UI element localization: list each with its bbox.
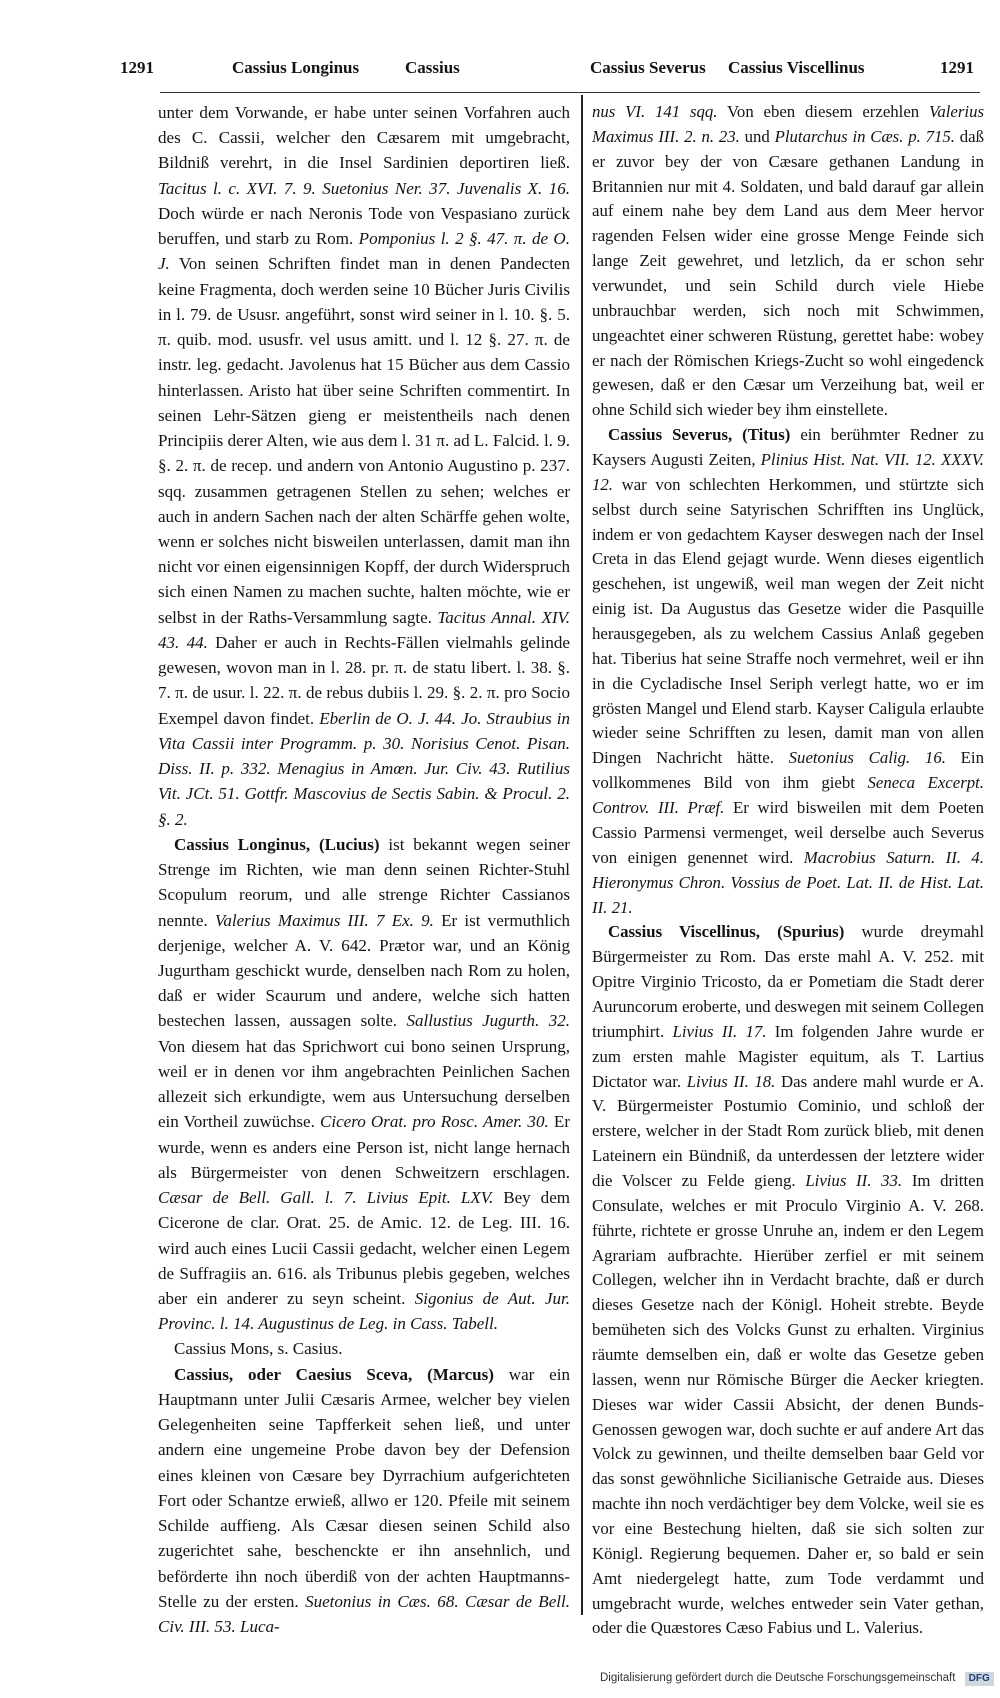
citation: Suetonius Calig. 16.	[788, 748, 946, 768]
body-text: war ein Hauptmann unter Julii Cæsaris Armee, welcher bey vielen Gelegenheiten seine Tapfferkeit sehen ließ, und unter andern eine ungemeine Probe davon bey der Defension eines kleinen von Cæsare bey Dyrrachium aufgerichteten Fort oder Schantze erwieß, allwo er 120. Pfeile mit seinem Schilde auffieng. Als Cæsar diesen seinen Schild also zugerichtet sahe, beschenckte er ihn ansehnlich, und beförderte ihn noch überdiß von der achten Hauptmanns-Stelle zu der ersten.	[158, 1364, 570, 1611]
body-text: war von schlechten Herkommen, und stürtzte sich selbst durch seine Satyrischen Schrifften ins Unglück, indem er von gedachtem Kayser deswegen nach der Insel Creta in das Elend gejagt wurde. Wenn dieses eigentlich geschehen, ist ungewiß, weil man wegen der Zeit nicht einig ist. Da Augustus das Gesetze wider die Pasquille herausgegeben, als zu welchem Cassius Anlaß gegeben hat. Tiberius hat seine Straffe noch vermehret, weil er ihn in die Cycladische Insel Seriph verlegt hatte, wo er im grösten Mangel und Elend starb. Kayser Caligula erlaubte wieder seine Schrifften zu lesen, damit man von allen Dingen Nachricht hätte.	[592, 474, 984, 768]
citation: Plutarchus in Cæs. p. 715.	[774, 126, 955, 146]
citation: Eberlin de O. J. 44. Jo. Straubius in Vita Cassii inter Programm. p. 30. Norisius Cenot. Pisan. Diss. II. p. 332. Menagius in Amœn. Jur. Civ. 43. Rutilius Vit. JCt. 51. Gottfr. Mascovius de Sectis Sabin. & Procul. 2. §. 2.	[158, 708, 570, 829]
column-divider	[581, 95, 583, 1615]
citation: Valerius Maximus III. 2. n. 23.	[592, 102, 984, 146]
body-text: Das andere mahl wurde er A. V. Bürgermeister Postumio Cominio, und schloß der erstere, welcher in der Stadt Rom zurück blieb, mit denen Lateinern ein Bündniß, da unterdessen der letztere wider die Volscer zu Felde gieng.	[592, 1071, 984, 1190]
entry-cassius-severus	[592, 423, 984, 920]
citation: Tacitus Annal. XIV. 43. 44.	[158, 607, 570, 652]
citation: Plinius Hist. Nat. VII. 12. XXXV. 12.	[592, 450, 984, 494]
continued-entry	[158, 100, 570, 832]
continued-entry	[592, 100, 984, 423]
body-text: Daher er auch in Rechts-Fällen vielmahls gelinde gewesen, wovon man in l. 28. pr. π. de statu libert. l. 38. §. 7. π. de usur. l. 22. π. de rebus dubiis l. 29. §. 2. π. pro Socio Exempel davon findet.	[158, 632, 570, 728]
body-text: Ein vollkommenes Bild von ihm giebt	[592, 748, 984, 793]
page-number-right: 1291	[940, 58, 974, 77]
citation: nus VI. 141 sqq.	[592, 102, 718, 121]
citation: Sallustius Jugurth. 32.	[406, 1011, 571, 1031]
dfg-logo: DFG	[965, 1672, 994, 1686]
entry-lemma: Cassius, oder Caesius Sceva, (Marcus)	[174, 1364, 494, 1384]
body-text: unter dem Vorwande, er habe unter seinen Vorfahren auch des C. Cassii, welcher den Cæsarem mit umgebracht, Bildniß verehrt, in die Insel Sardinien deportiren ließ.	[158, 103, 570, 173]
entry-cassius-sceva	[158, 1362, 570, 1640]
running-head-left	[120, 58, 565, 88]
digitization-footer	[600, 1672, 990, 1690]
body-text: ist bekannt wegen seiner Strenge im Richten, wie man denn seinen Richter-Stuhl Scopulum reorum, und alle strenge Richter Cassianos nennte.	[158, 834, 570, 930]
citation: Tacitus l. c. XVI. 7. 9. Suetonius Ner. 37. Juvenalis X. 16.	[158, 178, 570, 198]
citation: Sigonius de Aut. Jur. Provinc. l. 14. Augustinus de Leg. in Cass. Tabell.	[158, 1289, 570, 1334]
entry-lemma: Cassius Severus, (Titus)	[608, 425, 791, 445]
body-text: Er ist vermuthlich derjenige, welcher A. V. 642. Prætor war, und an König Jugurtham geschickt wurde, denselben nach Rom zu holen, daß er wider Scaurum und andere, welche sich hatten bestechen lassen, aussagen solte.	[158, 910, 570, 1031]
citation: Suetonius in Cæs. 68. Cæsar de Bell. Civ. III. 53. Luca-	[158, 1591, 570, 1637]
body-text: Von diesem hat das Sprichwort cui bono seinen Ursprung, weil er in denen vor ihm angebrachten Peinlichen Sachen allezeit sich erkundigte, wem aus Untersuchung derselben ein Vortheil zuwüchse.	[158, 1036, 570, 1132]
running-head-right	[590, 58, 985, 88]
cross-reference: Cassius Mons, s. Casius.	[174, 1339, 343, 1359]
body-text: Er wird bisweilen mit dem Poeten Cassio Parmensi vermenget, weil derselbe auch Severus von einigen genennet wird.	[592, 798, 984, 867]
body-text: wurde dreymahl Bürgermeister zu Rom. Das erste mahl A. V. 252. mit Opitre Virginio Tricosto, da er Pometiam die Stadt derer Auruncorum eroberte, und deswegen mit seinem Collegen triumphirt.	[592, 922, 984, 1041]
citation: Livius II. 17.	[672, 1021, 767, 1041]
citation: Livius II. 33.	[805, 1170, 903, 1190]
entry-cassius-longinus-lucius	[158, 832, 570, 1337]
citation: Seneca Excerpt. Controv. III. Præf.	[592, 773, 984, 818]
citation: Cæsar de Bell. Gall. l. 7. Livius Epit. LXV.	[158, 1188, 494, 1208]
headword-left-2: Cassius	[405, 58, 460, 77]
body-text: Von eben diesem erzehlen	[726, 102, 920, 121]
citation: Cicero Orat. pro Rosc. Amer. 30.	[320, 1112, 549, 1132]
body-text: Er wurde, wenn es anders eine Person ist, nicht lange hernach als Bürgermeister von denen Schweitzern erschlagen.	[158, 1112, 570, 1182]
right-column	[592, 100, 984, 1641]
body-text: Im dritten Consulate, welches er mit Proculo Virginio A. V. 268. führte, richtete er grosse Unruhe an, indem er den Legem Agrariam aufbrachte. Hierüber zerfiel er mit seinem Collegen, welcher ihn in Verdacht brachte, daß er durch dieses Gesetze nach der Königl. Hoheit strebte. Beyde bemüheten sich des Volcks Gunst zu erhalten. Virginius räumte demselben ein, daß er wolte das Gesetze geben lassen, wenn nur Römische Bürger die Aecker kriegten. Dieses war wider Cassii Absicht, der denen Bunds-Genossen gewogen war, doch suchte er auf andere Art das Volck zu gewinnen, und theilte demselben baar Geld vor das sonst gewöhnliche Sicilianische Getraide aus. Dieses machte ihn noch verdächtiger bey dem Volcke, weil sie es vor eine Bestechung hielten, daß sie sich solten zur Königl. Regierung bequemen. Daher er, so bald er sein Amt niedergelegt hatte, zum Tode verdammt und umgebracht wurde, welches entweder sein Vater gethan, oder die Quæstores Cæso Fabius und L. Valerius.	[592, 1170, 984, 1638]
left-column	[158, 100, 570, 1639]
header-rule	[160, 92, 980, 93]
body-text: Im folgenden Jahre wurde er zum ersten mahle Magister equitum, als T. Lartius Dictator war.	[592, 1021, 984, 1091]
headword-right-2: Cassius Viscellinus	[728, 58, 865, 77]
body-text: Von seinen Schriften findet man in denen Pandecten keine Fragmenta, doch werden seine 10 Bücher Juris Civilis in l. 79. de Ususr. angeführt, sonst wird seiner in l. 10. §. 5. π. quib. mod. ususfr. vel usus amitt. und l. 12 §. 27. π. de instr. leg. gedacht. Javolenus hat 15 Bücher aus dem Cassio hinterlassen. Aristo hat über seine Schriften commentirt. In seinen Lehr-Sätzen gieng er meistentheils nach denen Principiis derer Alten, wie aus dem l. 31 π. ad L. Falcid. l. 9. §. 2. π. de recep. und andern von Antonio Augustino p. 237. sqq. zusammen getragenen Stellen zu sehen; welches er auch in andern Sachen nach der alten Schärffe gehen wolte, wenn er solches nicht bisweilen unterlassen, damit man ihn nicht vor einen eigensinnigen Kopff, der durch Widerspruch sich einen Namen zu machen suchte, halten möchte, wie er selbst in der Raths-Versammlung sagte.	[158, 254, 570, 627]
footer-credit: Digitalisierung gefördert durch die Deutsche Forschungsgemeinschaft	[600, 1672, 956, 1684]
citation: Pomponius l. 2 §. 47. π. de O. J.	[158, 229, 570, 274]
headword-right-1: Cassius Severus	[590, 58, 706, 77]
headword-left-1: Cassius Longinus	[232, 58, 360, 77]
entry-cassius-mons	[158, 1336, 570, 1361]
entry-lemma: Cassius Longinus, (Lucius)	[174, 834, 380, 854]
page-number-left: 1291	[120, 58, 154, 77]
body-text: Bey dem Cicerone de clar. Orat. 25. de Amic. 12. de Leg. III. 16. wird auch eines Lucii Cassii gedacht, welcher einen Legem de Suffragiis an. 616. als Tribunus plebis gegeben, welches aber ein anderer zu seyn scheint.	[158, 1188, 570, 1309]
entry-cassius-viscellinus	[592, 920, 984, 1641]
body-text: ein berühmter Redner zu Kaysers Augusti Zeiten,	[592, 425, 984, 470]
entry-lemma: Cassius Viscellinus, (Spurius)	[608, 922, 845, 942]
citation: Valerius Maximus III. 7 Ex. 9.	[214, 910, 434, 930]
citation: Macrobius Saturn. II. 4. Hieronymus Chron. Vossius de Poet. Lat. II. de Hist. Lat. II. 21.	[592, 847, 984, 917]
body-text: Doch würde er nach Neronis Tode von Vespasiano zurück beruffen, und starb zu Rom.	[158, 203, 570, 249]
body-text: und	[744, 126, 770, 146]
citation: Livius II. 18.	[686, 1071, 776, 1091]
body-text: daß er zuvor bey der von Cæsare gethanen Landung in Britannien nur mit 4. Soldaten, und bald darauf gar allein auf einem nahe bey dem Land aus dem Meer hervor ragenden Felsen wider eine grosse Menge Feinde sich lange Zeit gewehret, und letzlich, da er schon sehr verwundet, und sein Schild durch viele Hiebe unbrauchbar werden, sich noch mit Schwimmen, ungeachtet einer schweren Rüstung, gerettet habe: wobey er nach der Römischen Kriegs-Zucht so wohl eingedenck gewesen, daß er den Cæsar um Verzeihung bat, weil er ohne Schild sich wieder bey ihm einstellete.	[592, 126, 985, 420]
